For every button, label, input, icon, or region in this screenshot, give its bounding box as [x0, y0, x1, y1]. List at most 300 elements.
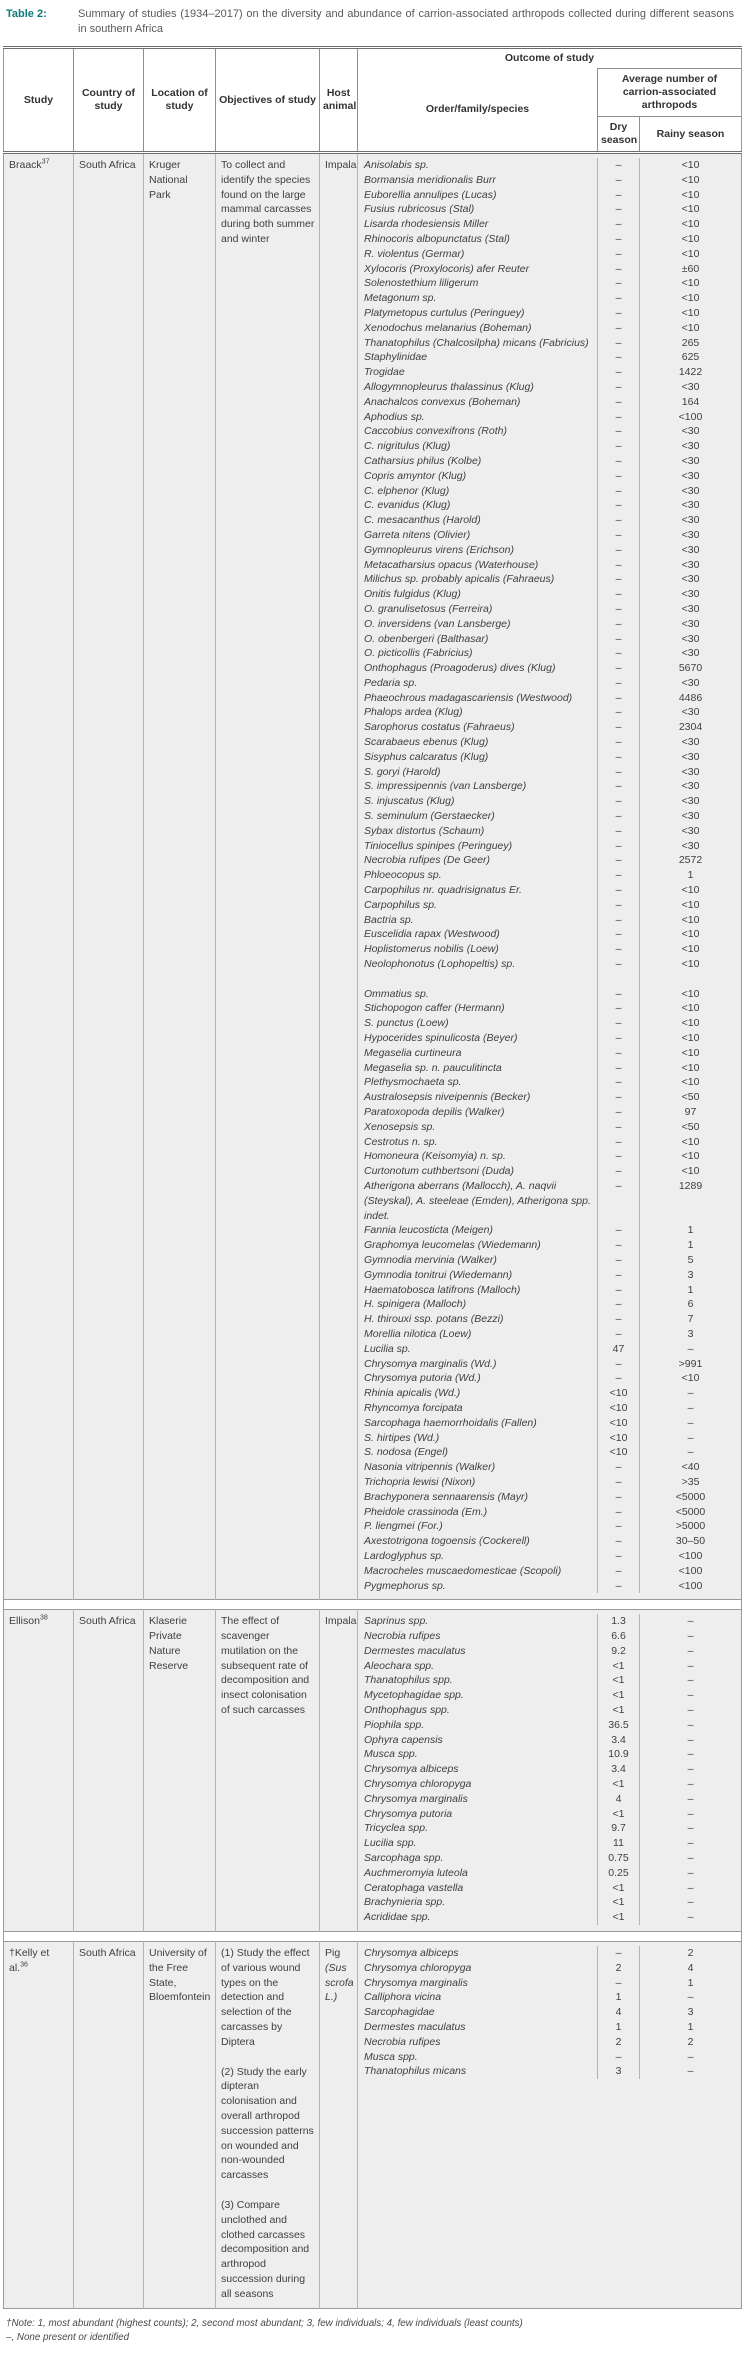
- rainy-season-value: 625: [639, 350, 741, 365]
- host-common-name: Pig: [325, 1947, 341, 1960]
- rainy-season-value: <30: [639, 794, 741, 809]
- species-name: S. goryi (Harold): [364, 765, 441, 778]
- dry-season-value: –: [597, 528, 639, 543]
- species-name: C. nigritulus (Klug): [364, 440, 451, 453]
- study-row: [4, 153, 742, 1600]
- dry-season-value: –: [597, 291, 639, 306]
- species-name: O. picticollis (Fabricius): [364, 647, 473, 660]
- study-reference: 38: [39, 1614, 48, 1622]
- species-name: Xylocoris (Proxylocoris) afer Reuter: [364, 262, 530, 275]
- rainy-season-value: <30: [639, 779, 741, 794]
- rainy-season-value: <40: [639, 1460, 741, 1475]
- species-name: Sybax distortus (Schaum): [364, 824, 485, 837]
- rainy-season-value: 1: [639, 2020, 741, 2035]
- species-name: Rhinocoris albopunctatus (Stal): [364, 232, 510, 245]
- species-name: Piophila spp.: [364, 1718, 425, 1731]
- dry-season-value: <10: [597, 1401, 639, 1416]
- dry-season-value: –: [597, 217, 639, 232]
- species-name: C. mesacanthus (Harold): [364, 514, 481, 527]
- species-name: Caccobius convexifrons (Roth): [364, 425, 507, 438]
- species-name: Carpophilus nr. quadrisignatus Er.: [364, 884, 522, 897]
- species-name: Haematobosca latifrons (Malloch): [364, 1283, 521, 1296]
- rainy-season-value: <10: [639, 987, 741, 1002]
- species-name: Metagonum sp.: [364, 292, 437, 305]
- objective-paragraph: To collect and identify the species found on the large mammal carcasses during both summer and winter: [221, 159, 315, 245]
- table-caption: [0, 0, 744, 46]
- species-name: Pheidole crassinoda (Em.): [364, 1505, 488, 1518]
- dry-season-value: 1.3: [597, 1614, 639, 1629]
- species-name: Saprinus spp.: [364, 1615, 429, 1628]
- rainy-season-value: <30: [639, 513, 741, 528]
- species-name: Anachalcos convexus (Boheman): [364, 395, 521, 408]
- species-name: Chrysomya putoria: [364, 1807, 453, 1820]
- species-name: Acrididae spp.: [364, 1911, 431, 1924]
- col-header-location: Location of study: [144, 48, 216, 153]
- study-separator: [4, 1932, 742, 1942]
- species-name: Trichopria lewisi (Nixon): [364, 1475, 476, 1488]
- rainy-season-value: 97: [639, 1105, 741, 1120]
- rainy-season-value: –: [639, 1747, 741, 1762]
- table-header: [4, 48, 742, 153]
- rainy-season-value: <30: [639, 484, 741, 499]
- rainy-season-value: [639, 972, 741, 987]
- dry-season-value: –: [597, 1238, 639, 1253]
- objectives-cell: [216, 1942, 320, 2309]
- species-name: Euscelidia rapax (Westwood): [364, 928, 500, 941]
- dry-season-value: 47: [597, 1342, 639, 1357]
- dry-season-value: <10: [597, 1431, 639, 1446]
- rainy-season-value: <30: [639, 558, 741, 573]
- rainy-season-value: 2572: [639, 853, 741, 868]
- objective-paragraph: The effect of scavenger mutilation on the subsequent rate of decomposition and insect colonisation of such carcasses: [221, 1615, 310, 1717]
- dry-season-value: 3.4: [597, 1733, 639, 1748]
- species-name: Hypocerides spinulicosta (Beyer): [364, 1032, 518, 1045]
- location-cell: University of the Free State, Bloemfontein: [144, 1942, 216, 2309]
- rainy-season-value: –: [639, 1688, 741, 1703]
- species-name: Fannia leucosticta (Meigen): [364, 1224, 493, 1237]
- rainy-season-value: <10: [639, 306, 741, 321]
- dry-season-value: –: [597, 543, 639, 558]
- species-grid: [358, 1610, 741, 1931]
- species-name: Trogidae: [364, 366, 405, 379]
- country-cell: South Africa: [74, 1610, 144, 1932]
- species-name: Graphomya leucomelas (Wiedemann): [364, 1239, 541, 1252]
- rainy-season-value: >35: [639, 1475, 741, 1490]
- host-latin-name: (Sus scrofa L.): [325, 1961, 354, 2004]
- rainy-season-value: <5000: [639, 1490, 741, 1505]
- rainy-season-value: <10: [639, 913, 741, 928]
- dry-season-value: –: [597, 247, 639, 262]
- rainy-season-value: <100: [639, 1549, 741, 1564]
- col-header-dry-season: Dry season: [598, 117, 640, 153]
- dry-season-value: –: [597, 957, 639, 972]
- objectives-cell: [216, 153, 320, 1600]
- table-body: [4, 153, 742, 2309]
- rainy-season-value: –: [639, 1703, 741, 1718]
- dry-season-value: –: [597, 1283, 639, 1298]
- dry-season-value: –: [597, 484, 639, 499]
- rainy-season-value: –: [639, 1792, 741, 1807]
- dry-season-value: –: [597, 1371, 639, 1386]
- dry-season-value: –: [597, 173, 639, 188]
- species-name: Chrysomya chloropyga: [364, 1778, 472, 1791]
- species-name: S. impressipennis (van Lansberge): [364, 780, 527, 793]
- dry-season-value: –: [597, 676, 639, 691]
- rainy-season-value: <30: [639, 498, 741, 513]
- species-name: O. granulisetosus (Ferreira): [364, 602, 493, 615]
- table-number-label: Table 2:: [6, 8, 47, 20]
- species-name: S. injuscatus (Klug): [364, 795, 455, 808]
- col-header-objectives: Objectives of study: [216, 48, 320, 153]
- rainy-season-value: –: [639, 1910, 741, 1925]
- separator-cell: [4, 1600, 742, 1610]
- species-name: Garreta nitens (Olivier): [364, 528, 471, 541]
- species-name: Dermestes maculatus: [364, 2021, 466, 2034]
- rainy-season-value: <30: [639, 765, 741, 780]
- species-name: Neolophonotus (Lophopeltis) sp.: [364, 958, 516, 971]
- species-name: Thanatophilus micans: [364, 2065, 467, 2078]
- location-cell: Kruger National Park: [144, 153, 216, 1600]
- rainy-season-value: –: [639, 1762, 741, 1777]
- species-name: Australosepsis niveipennis (Becker): [364, 1091, 531, 1104]
- dry-season-value: –: [597, 1327, 639, 1342]
- rainy-season-value: >991: [639, 1357, 741, 1372]
- rainy-season-value: <10: [639, 1046, 741, 1061]
- species-name: Platymetopus curtulus (Peringuey): [364, 306, 525, 319]
- location-cell: Klaserie Private Nature Reserve: [144, 1610, 216, 1932]
- dry-season-value: –: [597, 513, 639, 528]
- dry-season-value: –: [597, 558, 639, 573]
- dry-season-value: [597, 972, 639, 987]
- rainy-season-value: –: [639, 1342, 741, 1357]
- footnote-dash-key: –, None present or identified: [6, 2331, 130, 2343]
- rainy-season-value: <10: [639, 1075, 741, 1090]
- species-name: C. evanidus (Klug): [364, 499, 451, 512]
- rainy-season-value: 5670: [639, 661, 741, 676]
- species-name: Anisolabis sp.: [364, 159, 429, 171]
- rainy-season-value: <30: [639, 587, 741, 602]
- rainy-season-value: <10: [639, 898, 741, 913]
- rainy-season-value: –: [639, 1431, 741, 1446]
- study-row: [4, 1942, 742, 2309]
- rainy-season-value: 1: [639, 1223, 741, 1238]
- species-name: Rhyncomya forcipata: [364, 1401, 463, 1414]
- rainy-season-value: –: [639, 1733, 741, 1748]
- species-name: Bactria sp.: [364, 913, 414, 926]
- species-name: Nasonia vitripennis (Walker): [364, 1461, 496, 1474]
- rainy-season-value: <30: [639, 424, 741, 439]
- species-name: Cestrotus n. sp.: [364, 1135, 438, 1148]
- footnotes: [6, 2317, 738, 2345]
- rainy-season-value: <10: [639, 1135, 741, 1150]
- dry-season-value: –: [597, 765, 639, 780]
- rainy-season-value: –: [639, 1386, 741, 1401]
- dry-season-value: <1: [597, 1659, 639, 1674]
- dry-season-value: 10.9: [597, 1747, 639, 1762]
- rainy-season-value: –: [639, 1445, 741, 1460]
- species-name: Gymnodia tonitrui (Wiedemann): [364, 1268, 513, 1281]
- species-name: Calliphora vicina: [364, 1991, 442, 2004]
- rainy-season-value: <30: [639, 735, 741, 750]
- rainy-season-value: <10: [639, 1164, 741, 1179]
- rainy-season-value: <10: [639, 247, 741, 262]
- rainy-season-value: <100: [639, 1579, 741, 1594]
- species-name: P. liengmei (For.): [364, 1520, 443, 1533]
- rainy-season-value: <10: [639, 158, 741, 173]
- country-cell: South Africa: [74, 1942, 144, 2309]
- species-name: Pedaria sp.: [364, 676, 418, 689]
- dry-season-value: –: [597, 1149, 639, 1164]
- dry-season-value: –: [597, 1505, 639, 1520]
- rainy-season-value: <30: [639, 439, 741, 454]
- dry-season-value: –: [597, 1253, 639, 1268]
- species-name: Catharsius philus (Kolbe): [364, 454, 482, 467]
- species-name: Morellia nilotica (Loew): [364, 1327, 472, 1340]
- species-name: Tricyclea spp.: [364, 1822, 428, 1835]
- species-name: Axestotrigona togoensis (Cockerell): [364, 1535, 530, 1548]
- dry-season-value: –: [597, 1564, 639, 1579]
- rainy-season-value: 4486: [639, 691, 741, 706]
- dry-season-value: –: [597, 942, 639, 957]
- rainy-season-value: <30: [639, 469, 741, 484]
- rainy-season-value: 1422: [639, 365, 741, 380]
- species-name: Necrobia rufipes: [364, 2035, 441, 2048]
- dry-season-value: –: [597, 1268, 639, 1283]
- rainy-season-value: –: [639, 1401, 741, 1416]
- col-header-host: Host animal: [320, 48, 358, 153]
- dry-season-value: –: [597, 1061, 639, 1076]
- rainy-season-value: <30: [639, 602, 741, 617]
- rainy-season-value: –: [639, 1881, 741, 1896]
- rainy-season-value: <30: [639, 676, 741, 691]
- species-name: Lisarda rhodesiensis Miller: [364, 218, 489, 231]
- dry-season-value: 11: [597, 1836, 639, 1851]
- dry-season-value: 3: [597, 2064, 639, 2079]
- species-outcome-cell: [358, 153, 742, 1600]
- species-name: Musca spp.: [364, 1748, 418, 1761]
- species-name: O. inversidens (van Lansberge): [364, 617, 511, 630]
- rainy-season-value: –: [639, 1807, 741, 1822]
- table-caption-text: Summary of studies (1934–2017) on the diversity and abundance of carrion-associated arthropods collected during different seasons in southern Africa: [78, 8, 734, 35]
- rainy-season-value: –: [639, 1836, 741, 1851]
- host-animal-cell: [320, 1942, 358, 2309]
- rainy-season-value: 2304: [639, 720, 741, 735]
- dry-season-value: –: [597, 898, 639, 913]
- dry-season-value: –: [597, 1075, 639, 1090]
- rainy-season-value: –: [639, 1895, 741, 1910]
- species-name: Milichus sp. probably apicalis (Fahraeus): [364, 573, 555, 586]
- rainy-season-value: 2: [639, 2035, 741, 2050]
- dry-season-value: –: [597, 1223, 639, 1238]
- objective-paragraph: (3) Compare unclothed and clothed carcasses decomposition and arthropod succession during all seasons: [221, 2198, 310, 2300]
- dry-season-value: –: [597, 306, 639, 321]
- species-name: Chrysomya putoria (Wd.): [364, 1372, 481, 1385]
- species-name: S. hirtipes (Wd.): [364, 1431, 440, 1444]
- dry-season-value: 9.2: [597, 1644, 639, 1659]
- dry-season-value: –: [597, 158, 639, 173]
- dry-season-value: <1: [597, 1895, 639, 1910]
- rainy-season-value: <5000: [639, 1505, 741, 1520]
- species-name: Chrysomya albiceps: [364, 1763, 459, 1776]
- species-name: Paratoxopoda depilis (Walker): [364, 1106, 505, 1118]
- rainy-season-value: –: [639, 1673, 741, 1688]
- species-name: Chrysomya marginalis: [364, 1792, 468, 1805]
- species-name: Necrobia rufipes: [364, 1630, 441, 1643]
- dry-season-value: –: [597, 927, 639, 942]
- dry-season-value: –: [597, 1460, 639, 1475]
- dry-season-value: –: [597, 1549, 639, 1564]
- species-name: Sarcophaga spp.: [364, 1852, 444, 1865]
- species-grid: [358, 154, 741, 1599]
- dry-season-value: 3.4: [597, 1762, 639, 1777]
- dry-season-value: –: [597, 735, 639, 750]
- dry-season-value: 4: [597, 1792, 639, 1807]
- rainy-season-value: –: [639, 1777, 741, 1792]
- species-grid: [358, 1942, 741, 2085]
- species-name: Lardoglyphus sp.: [364, 1549, 444, 1562]
- dry-season-value: –: [597, 617, 639, 632]
- host-animal-cell: [320, 153, 358, 1600]
- rainy-season-value: <10: [639, 291, 741, 306]
- dry-season-value: –: [597, 661, 639, 676]
- rainy-season-value: <30: [639, 824, 741, 839]
- species-outcome-cell: [358, 1610, 742, 1932]
- species-name: Onthophagus (Proagoderus) dives (Klug): [364, 662, 556, 675]
- species-name: Chrysomya marginalis (Wd.): [364, 1357, 497, 1370]
- rainy-season-value: <10: [639, 1016, 741, 1031]
- dry-season-value: 6.6: [597, 1629, 639, 1644]
- rainy-season-value: <50: [639, 1090, 741, 1105]
- rainy-season-value: –: [639, 1644, 741, 1659]
- study-name-cell: [4, 153, 74, 1600]
- dry-season-value: –: [597, 1357, 639, 1372]
- dry-season-value: –: [597, 572, 639, 587]
- species-name: Euborellia annulipes (Lucas): [364, 188, 497, 201]
- dry-season-value: 2: [597, 2035, 639, 2050]
- species-name: Ophyra capensis: [364, 1733, 443, 1746]
- rainy-season-value: 1: [639, 868, 741, 883]
- dry-season-value: –: [597, 336, 639, 351]
- country-cell: South Africa: [74, 153, 144, 1600]
- species-name: Aleochara spp.: [364, 1659, 435, 1672]
- species-name: H. spinigera (Malloch): [364, 1298, 467, 1311]
- dry-season-value: –: [597, 602, 639, 617]
- dry-season-value: –: [597, 321, 639, 336]
- objectives-cell: [216, 1610, 320, 1932]
- col-header-average: Average number of carrion-associated arthropods: [598, 69, 742, 117]
- dry-season-value: 9.7: [597, 1821, 639, 1836]
- species-name: S. nodosa (Engel): [364, 1446, 449, 1459]
- study-name-cell: [4, 1610, 74, 1932]
- species-name: Stichopogon caffer (Hermann): [364, 1002, 505, 1015]
- dry-season-value: –: [597, 439, 639, 454]
- rainy-season-value: <10: [639, 188, 741, 203]
- species-name: H. thirouxi ssp. potans (Bezzi): [364, 1313, 504, 1326]
- rainy-season-value: –: [639, 2064, 741, 2079]
- species-name: Chrysomya chloropyga: [364, 1961, 472, 1974]
- dry-season-value: –: [597, 824, 639, 839]
- species-name: Sarcophagidae: [364, 2006, 435, 2019]
- objective-paragraph: (1) Study the effect of various wound types on the detection and selection of the carcasses by Diptera: [221, 1947, 310, 2048]
- species-name: Atherigona aberrans (Mallocch), A. naqvii (Steyskal), A. steeleae (Emden), Atherigona spp. indet.: [364, 1179, 591, 1222]
- study-name: Ellison: [9, 1615, 40, 1628]
- dry-season-value: –: [597, 1976, 639, 1991]
- species-name: [358, 972, 597, 987]
- rainy-season-value: <30: [639, 572, 741, 587]
- dry-season-value: –: [597, 1475, 639, 1490]
- studies-table: [3, 46, 742, 2309]
- dry-season-value: –: [597, 1946, 639, 1961]
- dry-season-value: –: [597, 365, 639, 380]
- rainy-season-value: <10: [639, 202, 741, 217]
- dry-season-value: –: [597, 587, 639, 602]
- dry-season-value: –: [597, 1579, 639, 1594]
- study-name: †Kelly et al.: [9, 1947, 50, 1974]
- study-row: [4, 1610, 742, 1932]
- dry-season-value: –: [597, 750, 639, 765]
- study-reference: 37: [41, 158, 50, 166]
- dry-season-value: <10: [597, 1445, 639, 1460]
- species-name: Gymnopleurus virens (Erichson): [364, 543, 514, 556]
- rainy-season-value: 2: [639, 1946, 741, 1961]
- dry-season-value: –: [597, 262, 639, 277]
- dry-season-value: 36.5: [597, 1718, 639, 1733]
- species-name: Macrocheles muscaedomesticae (Scopoli): [364, 1564, 562, 1577]
- species-name: Necrobia rufipes (De Geer): [364, 854, 491, 867]
- species-name: Onitis fulgidus (Klug): [364, 588, 461, 601]
- study-name: Braack: [9, 159, 42, 171]
- rainy-season-value: 30–50: [639, 1534, 741, 1549]
- rainy-season-value: <10: [639, 927, 741, 942]
- footnote-abundance-key: †Note: 1, most abundant (highest counts); 2, second most abundant; 3, few individuals; 4, few individuals (least counts): [6, 2317, 523, 2329]
- col-header-study: Study: [4, 48, 74, 153]
- dry-season-value: –: [597, 1120, 639, 1135]
- rainy-season-value: <50: [639, 1120, 741, 1135]
- dry-season-value: <1: [597, 1673, 639, 1688]
- species-name: Musca spp.: [364, 2050, 418, 2063]
- study-name-cell: [4, 1942, 74, 2309]
- rainy-season-value: <100: [639, 410, 741, 425]
- rainy-season-value: <30: [639, 839, 741, 854]
- species-name: Auchmeromyia luteola: [364, 1866, 468, 1879]
- species-name: Staphylinidae: [364, 351, 428, 364]
- species-name: Carpophilus sp.: [364, 898, 437, 911]
- species-name: Allogymnopleurus thalassinus (Klug): [364, 380, 534, 393]
- col-header-outcome: Outcome of study: [358, 48, 742, 69]
- rainy-season-value: –: [639, 2050, 741, 2065]
- rainy-season-value: 7: [639, 1312, 741, 1327]
- species-name: Scarabaeus ebenus (Klug): [364, 736, 489, 749]
- species-name: Ommatius sp.: [364, 987, 429, 1000]
- rainy-season-value: <30: [639, 705, 741, 720]
- dry-season-value: 4: [597, 2005, 639, 2020]
- dry-season-value: –: [597, 794, 639, 809]
- dry-season-value: –: [597, 779, 639, 794]
- dry-season-value: <10: [597, 1416, 639, 1431]
- dry-season-value: –: [597, 454, 639, 469]
- species-name: Pygmephorus sp.: [364, 1579, 446, 1592]
- rainy-season-value: 1: [639, 1283, 741, 1298]
- species-name: Tiniocellus spinipes (Peringuey): [364, 839, 513, 852]
- dry-season-value: –: [597, 1312, 639, 1327]
- rainy-season-value: 5: [639, 1253, 741, 1268]
- rainy-season-value: <30: [639, 809, 741, 824]
- species-name: Solenostethium liligerum: [364, 277, 479, 290]
- host-common-name: Impala: [325, 159, 357, 171]
- species-name: Phloeocopus sp.: [364, 869, 442, 882]
- dry-season-value: –: [597, 1046, 639, 1061]
- species-name: Hoplistomerus nobilis (Loew): [364, 943, 499, 956]
